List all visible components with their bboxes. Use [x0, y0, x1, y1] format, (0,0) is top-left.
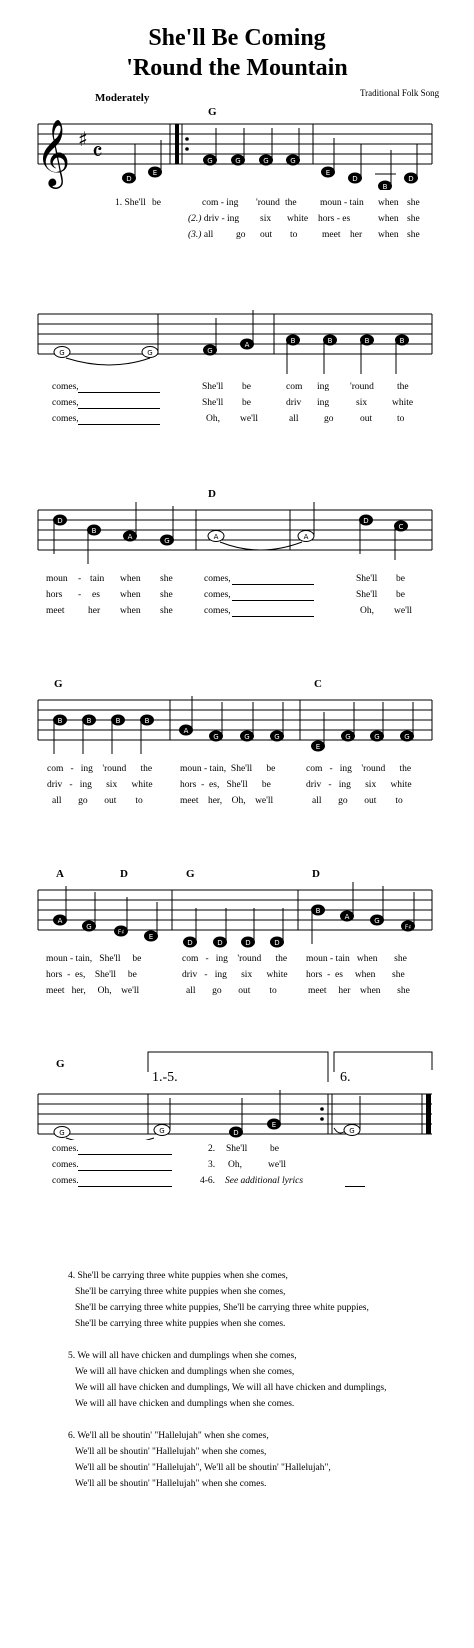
svg-text:D: D [233, 1129, 239, 1137]
lyric: her [88, 606, 101, 616]
lyric: hors [46, 590, 63, 600]
lyric: She'll [356, 574, 378, 584]
svg-text:G: G [263, 157, 269, 165]
verse-6-line-1: 6. We'll all be shoutin' "Hallelujah" when she comes, [68, 1431, 269, 1441]
staff-system-1 [30, 110, 450, 190]
lyric: comes. [52, 1176, 79, 1186]
lyric: Oh, [360, 606, 374, 616]
verse-number: 2. [208, 1144, 216, 1154]
svg-text:D: D [245, 939, 251, 947]
lyric: we'll [394, 606, 413, 616]
extender-line [78, 1186, 172, 1187]
svg-text:G: G [349, 1127, 355, 1135]
lyric: she [160, 606, 173, 616]
lyric: comes, [52, 398, 79, 408]
lyric: white [287, 214, 309, 224]
lyric: ing [317, 382, 330, 392]
lyric: to [397, 414, 405, 424]
svg-text:A: A [57, 917, 63, 925]
svg-text:A: A [183, 727, 189, 735]
verse-6-line-2: We'll all be shoutin' "Hallelujah" when she comes, [75, 1447, 267, 1457]
lyric: when [378, 198, 399, 208]
lyric: the [397, 382, 409, 392]
lyric: when [120, 590, 141, 600]
svg-text:B: B [327, 337, 333, 345]
staff-system-2 [30, 300, 450, 380]
lyric: es [92, 590, 100, 600]
svg-text:B: B [57, 717, 63, 725]
verse-5-line-3: We will all have chicken and dumplings, We will all have chicken and dumplings, [75, 1383, 387, 1393]
lyric: meet [322, 230, 341, 240]
lyric: She'll [226, 1144, 248, 1154]
svg-text:B: B [382, 183, 388, 190]
chord-symbol: D [208, 488, 216, 500]
svg-text:G: G [404, 733, 410, 741]
svg-text:B: B [290, 337, 296, 345]
song-title-line-2: 'Round the Mountain [126, 55, 348, 81]
staff-system-6 [30, 1040, 450, 1140]
extender-line [78, 408, 160, 409]
svg-text:A: A [244, 341, 250, 349]
svg-text:G: G [290, 157, 296, 165]
lyric: driv - ing six white [182, 970, 288, 980]
lyric: when [378, 230, 399, 240]
extender-line [78, 1154, 172, 1155]
lyric: be [242, 382, 251, 392]
svg-text:D: D [126, 175, 132, 183]
verse-4-line-1: 4. She'll be carrying three white puppies when she comes, [68, 1271, 288, 1281]
lyric: comes, [204, 574, 231, 584]
lyric: white [392, 398, 414, 408]
svg-text:E: E [152, 169, 158, 177]
lyric: - [78, 574, 82, 584]
svg-text:D: D [274, 939, 280, 947]
svg-text:♯: ♯ [78, 127, 88, 151]
extender-line [78, 424, 160, 425]
svg-text:B: B [115, 717, 121, 725]
svg-text:B: B [91, 527, 97, 535]
lyric: be [396, 590, 405, 600]
lyric: moun - tain, She'll be [46, 954, 142, 964]
lyric: meet her when she [308, 986, 410, 996]
lyric: 1. She'll [115, 198, 146, 208]
lyric: comes, [52, 414, 79, 424]
note-group [122, 128, 418, 190]
lyric: tain [90, 574, 105, 584]
lyric: all go out to [312, 796, 403, 806]
lyric: meet her, Oh, we'll [180, 796, 274, 806]
lyric: ing [317, 398, 330, 408]
svg-text:D: D [352, 175, 358, 183]
composer-credit: Traditional Folk Song [360, 88, 440, 98]
first-ending-label: 1.-5. [152, 1070, 178, 1085]
lyric: her [350, 230, 363, 240]
svg-text:B: B [86, 717, 92, 725]
chord-symbol: G [54, 678, 63, 690]
lyric: 'round [256, 198, 280, 208]
chord-symbol: D [312, 868, 320, 880]
lyric: Oh, [228, 1160, 242, 1170]
svg-text:E: E [148, 933, 154, 941]
lyric: She'll [202, 398, 224, 408]
extender-line [78, 392, 160, 393]
lyric: - [78, 590, 82, 600]
lyric: all go out to [186, 986, 277, 996]
lyric: go [236, 230, 246, 240]
tempo-marking: Moderately [95, 92, 150, 104]
lyric: hors - es, She'll be [46, 970, 137, 980]
svg-text:G: G [159, 1127, 165, 1135]
lyric: be [242, 398, 251, 408]
verse-number: 4-6. [200, 1176, 216, 1186]
svg-text:G: G [244, 733, 250, 741]
lyric: she [160, 590, 173, 600]
chord-symbol: D [120, 868, 128, 880]
lyric: be [152, 198, 161, 208]
lyric: moun - tain, She'll be [180, 764, 276, 774]
extender-line [78, 1170, 172, 1171]
lyric: comes, [204, 606, 231, 616]
svg-text:A: A [303, 533, 309, 541]
lyric: when [120, 606, 141, 616]
svg-text:A: A [213, 533, 219, 541]
svg-text:G: G [207, 347, 213, 355]
lyric: hors - es, She'll be [180, 780, 271, 790]
see-additional-lyrics-note: See additional lyrics [225, 1176, 304, 1186]
lyric: She'll [202, 382, 224, 392]
lyric: go [324, 414, 334, 424]
svg-text:G: G [86, 923, 92, 931]
extender-line [232, 616, 314, 617]
svg-text:G: G [207, 157, 213, 165]
lyric: com - ing 'round the [306, 764, 412, 774]
lyric: driv - ing six white [47, 780, 153, 790]
svg-text:A: A [344, 913, 350, 921]
verse-6-line-4: We'll all be shoutin' "Hallelujah" when she comes. [75, 1479, 267, 1489]
verse-4-line-3: She'll be carrying three white puppies, She'll be carrying three white puppies, [75, 1303, 369, 1313]
verse-5-line-1: 5. We will all have chicken and dumplings when she comes, [68, 1351, 297, 1361]
svg-text:F♯: F♯ [404, 924, 412, 931]
common-time-icon: 𝄴 [92, 138, 103, 166]
lyric: 'round [350, 382, 374, 392]
svg-text:G: G [213, 733, 219, 741]
svg-text:G: G [164, 537, 170, 545]
svg-text:G: G [59, 1129, 65, 1137]
chord-symbol: G [186, 868, 195, 880]
lyric: comes. [52, 1160, 79, 1170]
lyric: meet [46, 606, 65, 616]
verse-5-line-4: We will all have chicken and dumplings when she comes. [75, 1399, 295, 1409]
chord-symbol: C [314, 678, 322, 690]
lyric: she [160, 574, 173, 584]
svg-text:A: A [127, 533, 133, 541]
lyric: be [270, 1144, 279, 1154]
lyric: out [360, 414, 373, 424]
lyric: (3.) all [188, 230, 214, 240]
lyric: moun [46, 574, 68, 584]
svg-text:G: G [374, 917, 380, 925]
lyric: the [285, 198, 297, 208]
chord-symbol: G [56, 1058, 65, 1070]
extender-line [345, 1186, 365, 1187]
extender-line [232, 600, 314, 601]
lyric: she [407, 198, 420, 208]
lyric: moun - tain [320, 198, 364, 208]
svg-text:G: G [345, 733, 351, 741]
svg-text:B: B [144, 717, 150, 725]
staff-system-3 [30, 496, 450, 576]
lyric: driv [286, 398, 302, 408]
svg-text:G: G [147, 349, 153, 357]
lyric: we'll [240, 414, 259, 424]
lyric: to [290, 230, 298, 240]
svg-text:F♯: F♯ [117, 929, 125, 936]
lyric: when [120, 574, 141, 584]
lyric: she [407, 230, 420, 240]
lyric: com - ing [202, 198, 239, 208]
verse-6-line-3: We'll all be shoutin' "Hallelujah", We'll all be shoutin' "Hallelujah", [75, 1463, 331, 1473]
lyric: six [356, 398, 368, 408]
svg-text:G: G [235, 157, 241, 165]
treble-clef-icon: 𝄞 [36, 118, 71, 186]
lyric: hors - es [318, 214, 351, 224]
svg-text:G: G [274, 733, 280, 741]
chord-symbol: A [56, 868, 64, 880]
lyric: com [286, 382, 303, 392]
lyric: comes, [52, 382, 79, 392]
extender-line [232, 584, 314, 585]
lyric: She'll [356, 590, 378, 600]
second-ending-label: 6. [340, 1070, 351, 1085]
svg-text:D: D [408, 175, 414, 183]
song-title-line-1: She'll Be Coming [148, 25, 326, 51]
svg-text:G: G [374, 733, 380, 741]
lyric: comes. [52, 1144, 79, 1154]
lyric: we'll [268, 1160, 287, 1170]
verse-4-line-4: She'll be carrying three white puppies when she comes. [75, 1319, 286, 1329]
svg-text:E: E [271, 1121, 277, 1129]
svg-text:D: D [187, 939, 193, 947]
lyric: all [289, 414, 299, 424]
chord-symbol: G [208, 106, 217, 118]
lyric: moun - tain when she [306, 954, 407, 964]
lyric: Oh, [206, 414, 220, 424]
verse-number: 3. [208, 1160, 216, 1170]
svg-text:D: D [217, 939, 223, 947]
svg-text:B: B [399, 337, 405, 345]
lyric: all go out to [52, 796, 143, 806]
lyric: hors - es when she [306, 970, 405, 980]
lyric: comes, [204, 590, 231, 600]
lyric: com - ing 'round the [47, 764, 153, 774]
svg-text:B: B [315, 907, 321, 915]
lyric: out [260, 230, 273, 240]
lyric: be [396, 574, 405, 584]
lyric: (2.) driv - ing [188, 214, 240, 224]
svg-text:E: E [325, 169, 331, 177]
staff-system-4 [30, 686, 450, 766]
svg-text:E: E [315, 743, 321, 751]
verse-4-line-2: She'll be carrying three white puppies when she comes, [75, 1287, 286, 1297]
svg-text:C: C [398, 523, 404, 531]
lyric: driv - ing six white [306, 780, 412, 790]
lyric: com - ing 'round the [182, 954, 288, 964]
svg-text:G: G [59, 349, 65, 357]
lyric: six [260, 214, 272, 224]
verse-5-line-2: We will all have chicken and dumplings when she comes, [75, 1367, 295, 1377]
staff-system-5 [30, 876, 450, 956]
lyric: meet her, Oh, we'll [46, 986, 140, 996]
svg-text:D: D [57, 517, 63, 525]
svg-text:B: B [364, 337, 370, 345]
svg-text:D: D [363, 517, 369, 525]
lyric: when [378, 214, 399, 224]
lyric: she [407, 214, 420, 224]
